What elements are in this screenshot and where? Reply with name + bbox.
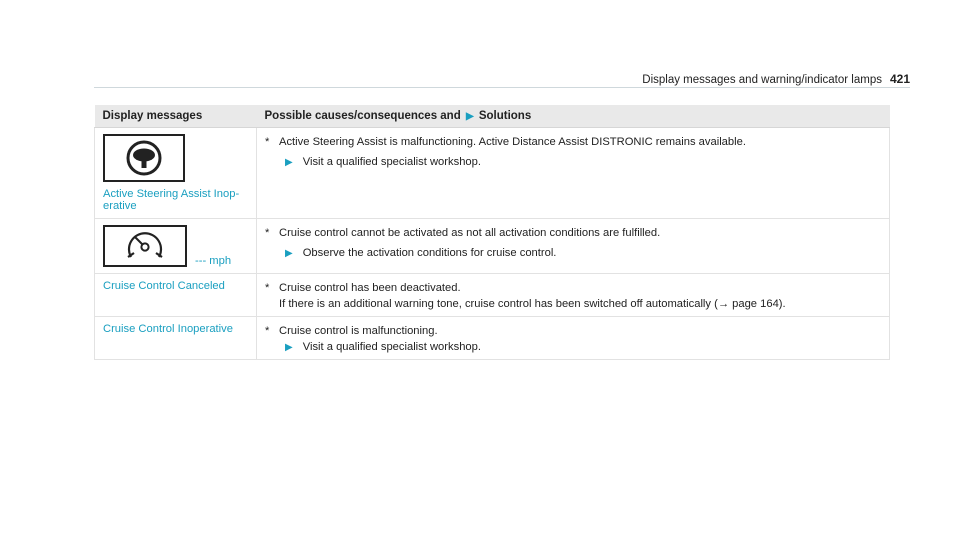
speedometer-icon <box>103 225 187 267</box>
cause-cell <box>257 274 890 317</box>
star-icon: * <box>265 136 270 148</box>
star-icon: * <box>265 227 270 239</box>
solution-text: Observe the activation conditions for cruise control. <box>302 247 557 259</box>
message-text: --- mph <box>195 255 232 267</box>
solution-text: Visit a qualified specialist workshop. <box>302 156 481 168</box>
cause-text-continued: If there is an additional warning tone, cruise control has been switched off automatically (→ page 164). <box>279 298 786 310</box>
table-row <box>95 128 890 219</box>
display-messages-table <box>94 105 890 360</box>
message-cell: Cruise Control Inoperative <box>95 317 257 360</box>
arrow-icon: ▶ <box>465 111 474 122</box>
page-number: 421 <box>889 72 910 86</box>
arrow-icon: ▶ <box>285 156 293 168</box>
message-cell: Cruise Control Canceled <box>95 274 257 317</box>
arrow-icon: ▶ <box>285 247 293 259</box>
message-text: erative <box>103 200 137 212</box>
cause-cell <box>257 128 890 219</box>
column-header-messages: Display messages <box>95 105 257 128</box>
message-cell <box>95 219 257 274</box>
page-header <box>642 72 910 86</box>
cause-text: Cruise control is malfunctioning. <box>279 325 438 337</box>
cause-cell <box>257 219 890 274</box>
table-row <box>95 219 890 274</box>
cause-text: Cruise control has been deactivated. <box>279 282 461 294</box>
table-row <box>95 317 890 360</box>
star-icon: * <box>265 282 270 294</box>
solution-text: Visit a qualified specialist workshop. <box>302 341 481 353</box>
steering-wheel-icon <box>103 134 185 182</box>
message-text: Active Steering Assist Inop- <box>103 188 240 200</box>
cause-text: Active Steering Assist is malfunctioning. Active Distance Assist DISTRONIC remains available. <box>279 136 746 148</box>
cause-cell <box>257 317 890 360</box>
table-row <box>95 274 890 317</box>
star-icon: * <box>265 325 270 337</box>
column-header-causes: Possible causes/consequences and ▶ Solutions <box>257 105 890 128</box>
table-header-row <box>95 105 890 128</box>
arrow-icon: ▶ <box>285 341 293 353</box>
header-divider <box>94 87 910 88</box>
message-cell <box>95 128 257 219</box>
cause-text: Cruise control cannot be activated as not all activation conditions are fulfilled. <box>279 227 661 239</box>
section-title: Display messages and warning/indicator lamps <box>642 74 882 86</box>
